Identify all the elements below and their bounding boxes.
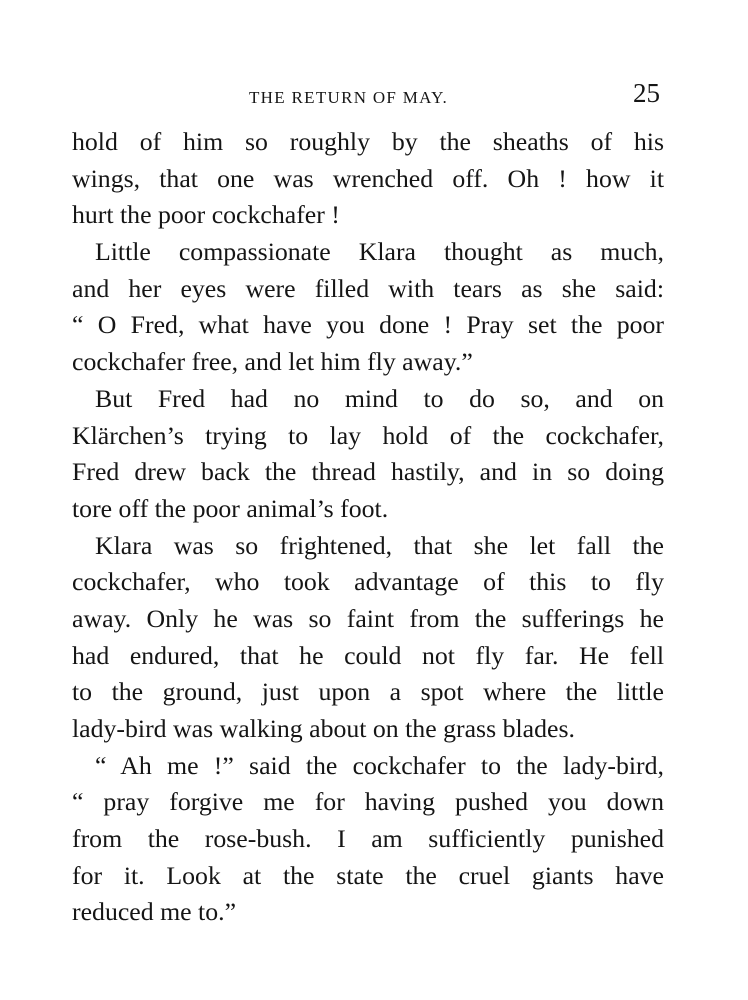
text-line: hold of him so roughly by the sheaths of his xyxy=(72,127,664,156)
text-line: Little compassionate Klara thought as much, xyxy=(95,237,664,267)
text-line: to the ground, just upon a spot where the little xyxy=(72,677,664,707)
running-title: THE RETURN OF MAY. xyxy=(249,88,449,107)
text-line: Fred drew back the thread hastily, and in so doing xyxy=(72,457,664,487)
text-line: hurt the poor cockchafer ! xyxy=(72,200,340,230)
text-line: and her eyes were filled with tears as she said: xyxy=(72,273,664,303)
text-line: cockchafer free, and let him fly away.” xyxy=(72,347,473,377)
text-line: “ O Fred, what have you done ! Pray set the poor xyxy=(72,310,664,340)
text-line: “ pray forgive me for having pushed you down xyxy=(72,787,664,817)
text-line: tore off the poor animal’s foot. xyxy=(72,493,389,523)
page-number: 25 xyxy=(633,78,660,108)
body-text xyxy=(72,124,664,931)
text-line: had endured, that he could not fly far. He fell xyxy=(72,640,664,670)
text-line: lady-bird was walking about on the grass blades. xyxy=(72,714,575,743)
running-header xyxy=(72,78,664,112)
text-line: cockchafer, who took advantage of this to fly xyxy=(72,567,664,597)
text-line: But Fred had no mind to do so, and on xyxy=(95,383,664,413)
text-line: Klara was so frightened, that she let fall the xyxy=(95,530,664,560)
text-line: Klärchen’s trying to lay hold of the cockchafer, xyxy=(72,420,664,450)
text-line: away. Only he was so faint from the sufferings he xyxy=(72,603,664,633)
text-line: from the rose-bush. I am sufficiently punished xyxy=(72,824,664,854)
text-line: for it. Look at the state the cruel giants have xyxy=(72,860,664,890)
text-line: “ Ah me !” said the cockchafer to the lady-bird, xyxy=(95,750,664,780)
text-line: wings, that one was wrenched off. Oh ! how it xyxy=(72,163,664,193)
text-line: reduced me to.” xyxy=(72,897,237,927)
